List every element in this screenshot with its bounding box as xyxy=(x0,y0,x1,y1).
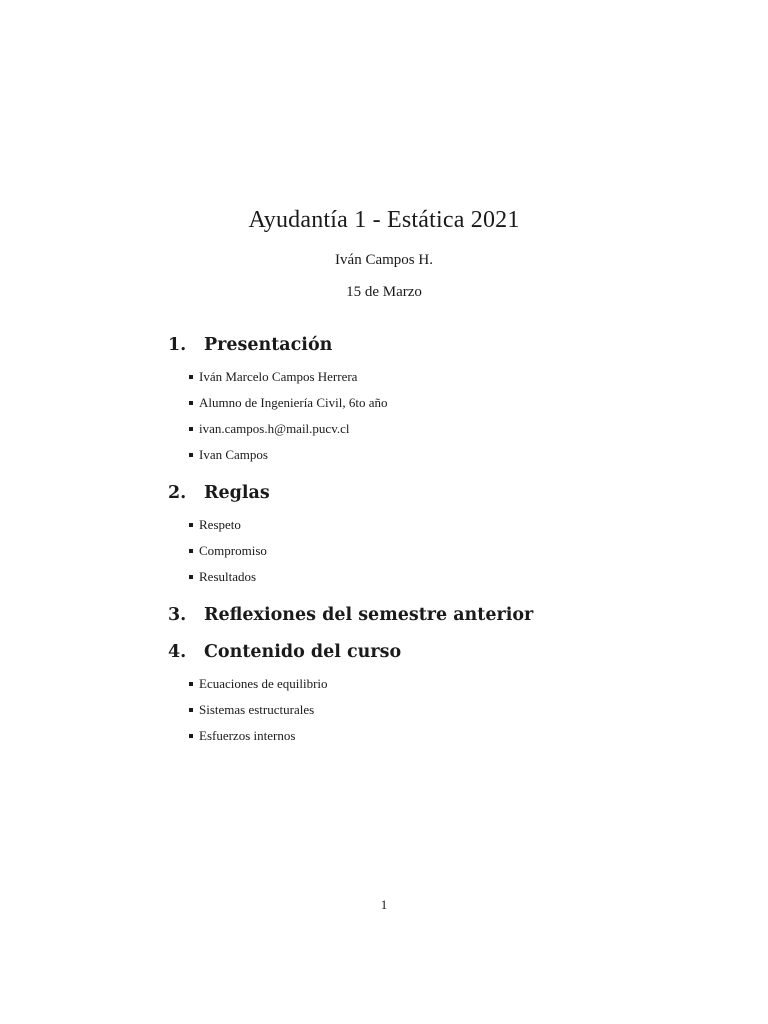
email-text: ivan.campos.h@mail.pucv.cl xyxy=(199,421,350,436)
bullet-icon xyxy=(189,575,193,579)
list-item-text: Ecuaciones de equilibrio xyxy=(199,676,328,691)
document-author: Iván Campos H. xyxy=(335,252,433,268)
section-number: 4. xyxy=(168,642,187,662)
section-reglas xyxy=(168,480,728,590)
list-item-text: Sistemas estructurales xyxy=(199,702,315,717)
bullet-icon xyxy=(189,549,193,553)
list-item xyxy=(168,723,728,749)
section-title: Presentación xyxy=(204,335,333,355)
section-presentacion xyxy=(168,332,728,468)
list-item xyxy=(168,442,728,468)
section-heading xyxy=(168,639,728,665)
document-title: Ayudantía 1 - Estática 2021 xyxy=(248,207,520,233)
document-date: 15 de Marzo xyxy=(346,284,422,300)
section-title: Reglas xyxy=(204,483,270,503)
bullet-list xyxy=(168,364,728,468)
bullet-icon xyxy=(189,375,193,379)
list-item xyxy=(168,671,728,697)
section-number: 1. xyxy=(168,335,187,355)
bullet-icon xyxy=(189,427,193,431)
bullet-list xyxy=(168,671,728,749)
page-number: 1 xyxy=(380,897,388,912)
section-title: Contenido del curso xyxy=(204,642,402,662)
list-item-text: Esfuerzos internos xyxy=(199,728,296,743)
list-item xyxy=(168,538,728,564)
list-item xyxy=(168,512,728,538)
list-item xyxy=(168,564,728,590)
section-heading xyxy=(168,332,728,358)
section-heading xyxy=(168,480,728,506)
bullet-icon xyxy=(189,682,193,686)
list-item-text: Ivan Campos xyxy=(199,447,268,462)
list-item xyxy=(168,390,728,416)
section-reflexiones xyxy=(168,602,728,628)
bullet-icon xyxy=(189,401,193,405)
bullet-icon xyxy=(189,708,193,712)
list-item xyxy=(168,364,728,390)
list-item xyxy=(168,416,728,442)
list-item-text: Resultados xyxy=(199,569,257,584)
section-number: 2. xyxy=(168,483,187,503)
bullet-list xyxy=(168,512,728,590)
bullet-icon xyxy=(189,523,193,527)
list-item-text: Alumno de Ingeniería Civil, 6to año xyxy=(199,395,388,410)
section-contenido xyxy=(168,639,728,749)
list-item-text: Respeto xyxy=(199,517,241,532)
bullet-icon xyxy=(189,734,193,738)
bullet-icon xyxy=(189,453,193,457)
list-item-text: Iván Marcelo Campos Herrera xyxy=(199,369,358,384)
section-heading xyxy=(168,602,728,628)
section-number: 3. xyxy=(168,605,187,625)
list-item xyxy=(168,697,728,723)
section-title: Reflexiones del semestre anterior xyxy=(204,605,534,625)
list-item-text: Compromiso xyxy=(199,543,267,558)
